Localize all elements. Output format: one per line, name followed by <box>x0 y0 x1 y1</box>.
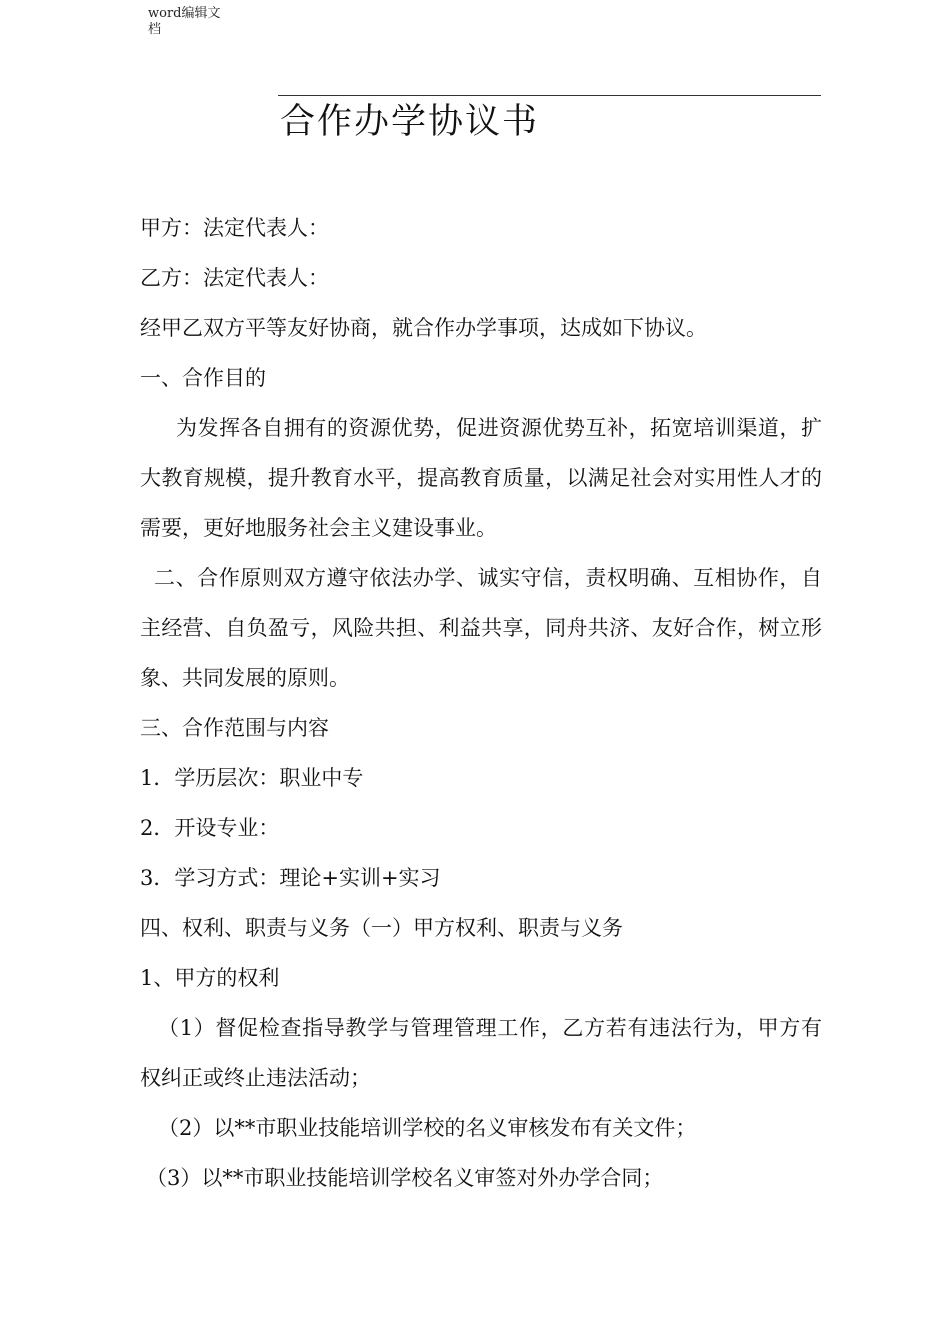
section-heading-purpose: 一、合作目的 <box>140 366 266 390</box>
rights-item-1: （1）督促检查指导教学与管理管理工作，乙方若有违法行为，甲方有权纠正或终止违法活动； <box>140 1016 822 1090</box>
rights-item-3: （3）以**市职业技能培训学校名义审签对外办学合同； <box>146 1166 664 1190</box>
agreement-intro: 经甲乙双方平等友好协商，就合作办学事项，达成如下协议。 <box>140 316 707 340</box>
document-body <box>140 203 822 1203</box>
rights-item-2: （2）以**市职业技能培训学校的名义审核发布有关文件； <box>158 1116 697 1140</box>
subsection-party-a-rights: 1、甲方的权利 <box>140 966 280 990</box>
scope-item-majors: 2．开设专业： <box>140 816 280 840</box>
document-title: 合作办学协议书 <box>280 102 540 142</box>
header-note: word编辑文 档 <box>148 6 221 37</box>
title-rule <box>278 95 821 96</box>
section-heading-rights: 四、权利、职责与义务（一）甲方权利、职责与义务 <box>140 916 623 940</box>
principles-paragraph: 二、合作原则双方遵守依法办学、诚实守信，责权明确、互相协作，自主经营、自负盈亏，风险共担、利益共享，同舟共济、友好合作，树立形象、共同发展的原则。 <box>140 566 822 690</box>
purpose-paragraph: 为发挥各自拥有的资源优势，促进资源优势互补，拓宽培训渠道，扩大教育规模，提升教育水平，提高教育质量，以满足社会对实用性人才的需要，更好地服务社会主义建设事业。 <box>140 416 822 540</box>
party-a-line: 甲方：法定代表人： <box>140 216 329 240</box>
section-heading-scope: 三、合作范围与内容 <box>140 716 329 740</box>
scope-item-method: 3．学习方式：理论+实训+实习 <box>140 866 441 890</box>
party-b-line: 乙方：法定代表人： <box>140 266 329 290</box>
scope-item-level: 1．学历层次：职业中专 <box>140 766 364 790</box>
